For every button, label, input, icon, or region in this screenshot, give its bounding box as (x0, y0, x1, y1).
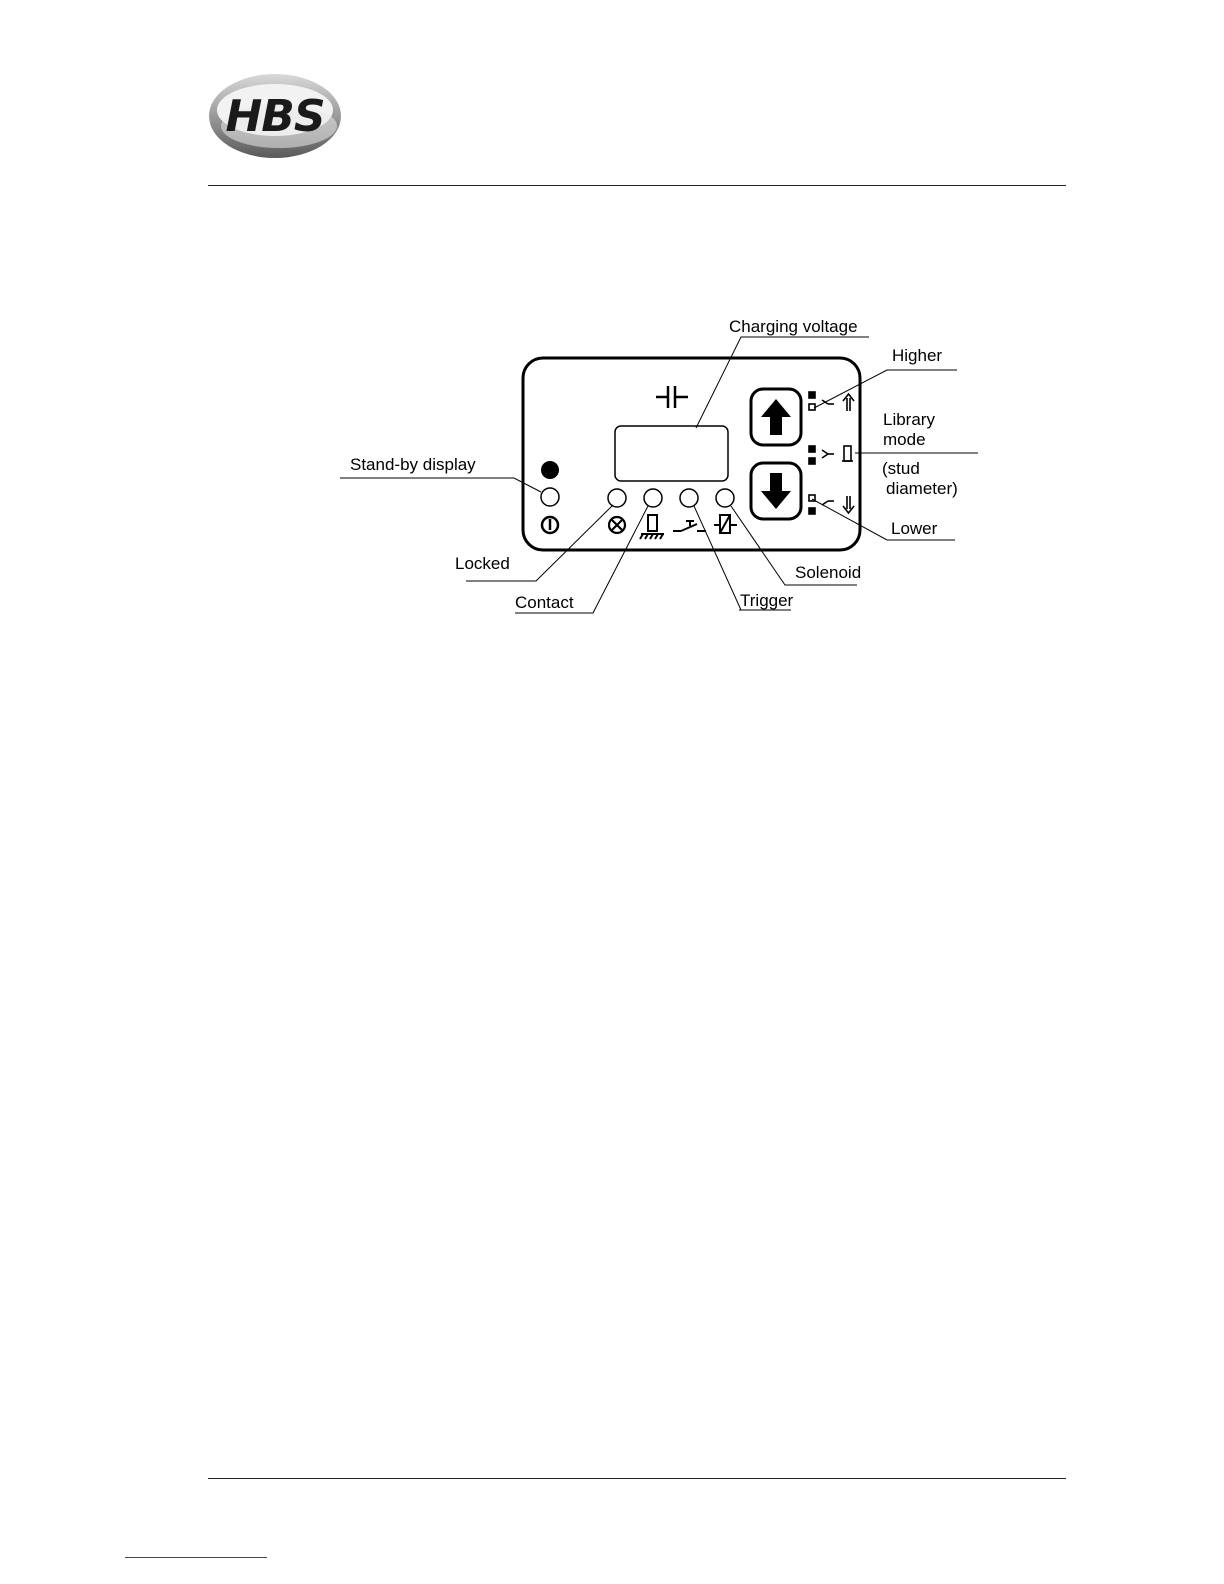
label-solenoid: Solenoid (795, 563, 862, 582)
label-stud-diameter-line1: (stud (882, 459, 920, 478)
charging-voltage-display (615, 426, 728, 481)
status-led-filled (541, 461, 559, 479)
footer-rule (208, 1478, 1066, 1479)
standby-icon (542, 517, 558, 533)
standby-led (541, 488, 559, 506)
label-library-mode-line1: Library (883, 410, 935, 429)
locked-icon (609, 517, 625, 533)
footer-link-underline (125, 1557, 267, 1558)
contact-icon (640, 515, 664, 539)
label-lower: Lower (891, 519, 938, 538)
locked-led (608, 489, 626, 507)
logo-text: HBS (225, 91, 325, 142)
label-standby-display: Stand-by display (350, 455, 476, 474)
library-mode-indicator (809, 446, 853, 464)
lower-mode-indicator (809, 495, 854, 514)
up-button[interactable] (751, 389, 801, 445)
trigger-led (680, 489, 698, 507)
higher-mode-indicator (809, 392, 854, 411)
label-higher: Higher (892, 346, 943, 365)
solenoid-icon (714, 515, 737, 533)
label-trigger: Trigger (740, 591, 794, 610)
label-charging-voltage: Charging voltage (729, 317, 858, 336)
capacitor-icon (656, 386, 688, 408)
down-button[interactable] (751, 463, 801, 519)
label-locked: Locked (455, 554, 510, 573)
solenoid-led (716, 489, 734, 507)
label-library-mode-line2: mode (883, 430, 926, 449)
label-contact: Contact (515, 593, 574, 612)
contact-led (644, 489, 662, 507)
label-stud-diameter-line2: diameter) (886, 479, 958, 498)
